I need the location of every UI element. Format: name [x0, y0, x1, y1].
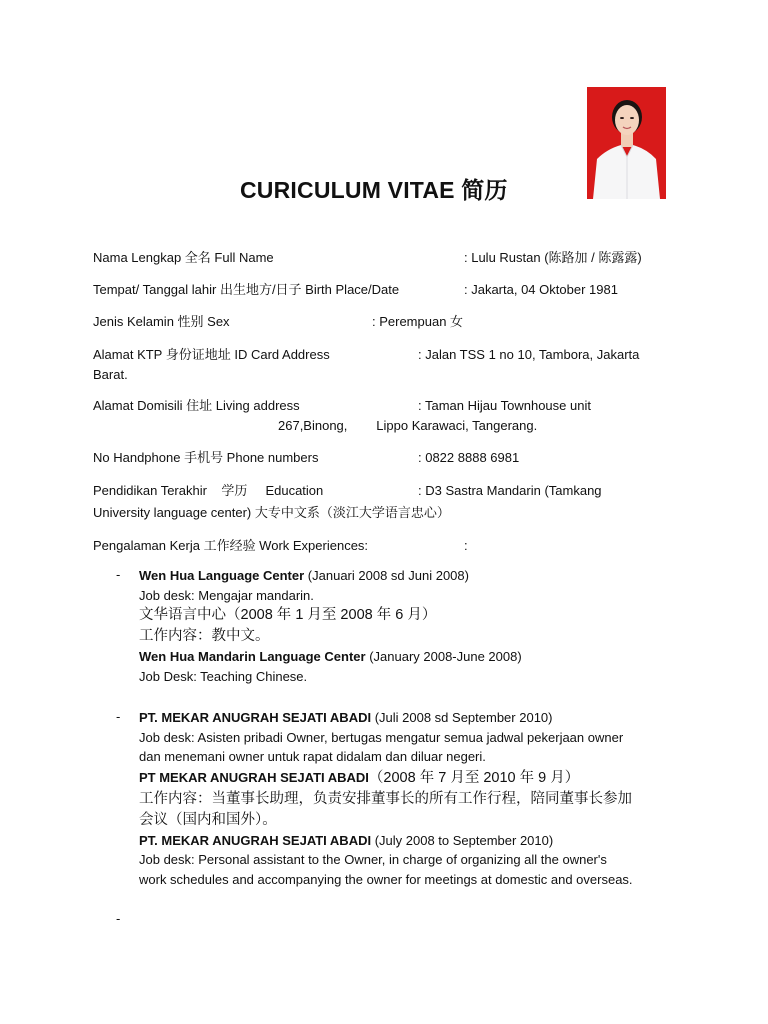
job-desc-en-line1: Job desk: Personal assistant to the Owner, in charge of organizing all the owner's: [139, 852, 607, 867]
bullet-dash: -: [116, 709, 121, 724]
phone-label: No Handphone 手机号 Phone numbers: [93, 450, 319, 465]
job-desc-id-line2: dan menemani owner untuk rapat didalam dan diluar negeri.: [139, 749, 486, 764]
job-desc-cn-line1: 工作内容：当董事长助理，负责安排董事长的所有工作行程，陪同董事长参加: [139, 790, 632, 807]
company-name: Wen Hua Language Center: [139, 568, 305, 583]
job-desc-en-line2: work schedules and accompanying the owner for meetings at domestic and overseas.: [139, 871, 633, 887]
experience-item: [139, 566, 699, 686]
bullet-dash: -: [116, 911, 121, 926]
bullet-dash: -: [116, 567, 121, 582]
work-experience-colon: :: [464, 538, 468, 553]
ktp-continuation: Barat.: [93, 367, 128, 382]
experience-heading-cn: [139, 767, 699, 789]
sex-value: : Perempuan 女: [372, 314, 464, 329]
domicile-label: Alamat Domisili 住址 Living address: [93, 398, 300, 413]
page-title: CURICULUM VITAE 简历: [240, 177, 508, 203]
period-en: (January 2008-June 2008): [365, 649, 522, 664]
phone-value: : 0822 8888 6981: [418, 450, 520, 465]
period: (Juli 2008 sd September 2010): [371, 710, 553, 725]
name-label-text: Nama Lengkap 全名 Full Name: [93, 250, 274, 265]
name-value: : Lulu Rustan (陈路加 / 陈露露): [464, 250, 642, 265]
job-desc-en: Job Desk: Teaching Chinese.: [139, 668, 308, 684]
name-label: [93, 249, 274, 267]
experience-heading-en: [139, 831, 699, 851]
ktp-label: Alamat KTP 身份证地址 ID Card Address: [93, 347, 330, 362]
job-desc-id-line1: Job desk: Asisten pribadi Owner, bertugas mengatur semua jadwal pekerjaan owner: [139, 729, 624, 745]
period-en: (July 2008 to September 2010): [371, 832, 554, 848]
education-continuation: University language center) 大专中文系（淡江大学语言忠心）: [93, 505, 450, 520]
experience-heading-id: [139, 708, 699, 728]
profile-photo: [587, 87, 666, 199]
education-label: Pendidikan Terakhir 学历 Education: [93, 483, 324, 498]
experience-heading-cn: 文华语言中心（2008 年 1 月至 2008 年 6 月）: [139, 607, 437, 623]
birth-label: Tempat/ Tanggal lahir 出生地方/日子 Birth Place/Date: [93, 282, 400, 297]
company-name: PT. MEKAR ANUGRAH SEJATI ABADI: [139, 710, 372, 725]
job-desc-cn: 工作内容：教中文。: [139, 628, 270, 644]
experience-item: [139, 708, 699, 889]
domicile-continuation: 267,Binong, Lippo Karawaci, Tangerang.: [278, 418, 538, 433]
job-desc-id: Job desk: Mengajar mandarin.: [139, 587, 314, 603]
company-name-en: PT. MEKAR ANUGRAH SEJATI ABADI: [139, 832, 372, 848]
domicile-value: : Taman Hijau Townhouse unit: [418, 398, 591, 413]
sex-label: Jenis Kelamin 性别 Sex: [93, 314, 230, 329]
ktp-value: : Jalan TSS 1 no 10, Tambora, Jakarta: [418, 347, 640, 362]
portrait-image: [587, 87, 666, 199]
birth-value: : Jakarta, 04 Oktober 1981: [464, 282, 618, 297]
job-desc-cn-line2: 会议（国内和国外）。: [139, 811, 277, 828]
work-experience-label: Pengalaman Kerja 工作经验 Work Experiences:: [93, 538, 369, 553]
period-cn: （2008 年 7 月至 2010 年 9 月）: [368, 769, 580, 786]
experience-heading-id: [139, 566, 699, 586]
period: (Januari 2008 sd Juni 2008): [304, 568, 469, 583]
education-value: : D3 Sastra Mandarin (Tamkang: [418, 483, 602, 498]
company-name-cn: PT MEKAR ANUGRAH SEJATI ABADI: [139, 769, 369, 785]
company-name-en: Wen Hua Mandarin Language Center: [139, 649, 366, 664]
experience-heading-en: [139, 647, 699, 667]
